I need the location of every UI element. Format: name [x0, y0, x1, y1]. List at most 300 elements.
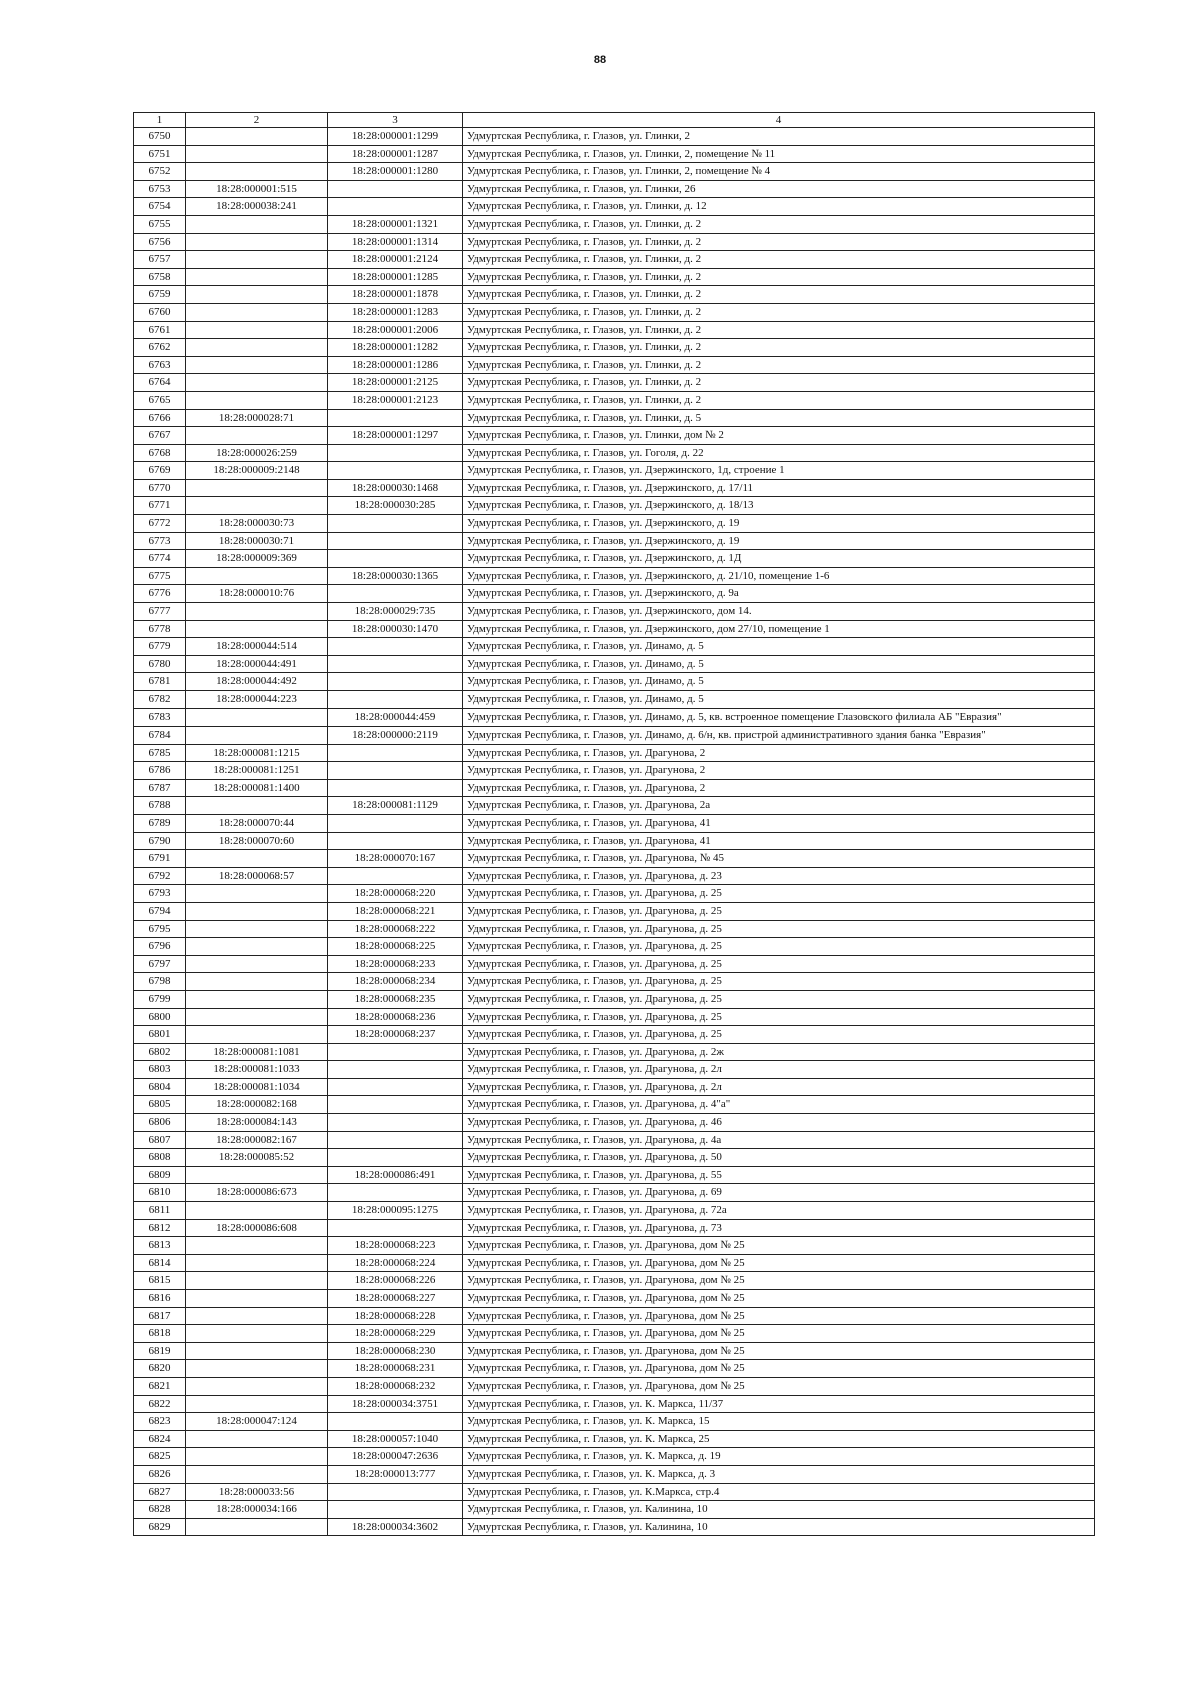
- row-number: 6764: [134, 374, 186, 392]
- table-row: [134, 444, 1095, 462]
- table-row: [134, 479, 1095, 497]
- row-number: 6800: [134, 1008, 186, 1026]
- address: Удмуртская Республика, г. Глазов, ул. Драгунова, д. 25: [463, 885, 1095, 903]
- table-row: [134, 1430, 1095, 1448]
- cadastral-number-land: [186, 233, 328, 251]
- table-row: [134, 1483, 1095, 1501]
- cadastral-number-building: [328, 409, 463, 427]
- cadastral-number-building: 18:28:000068:233: [328, 955, 463, 973]
- table-row: [134, 374, 1095, 392]
- cadastral-number-land: 18:28:000081:1400: [186, 779, 328, 797]
- address: Удмуртская Республика, г. Глазов, ул. Дзержинского, д. 19: [463, 515, 1095, 533]
- cadastral-number-land: 18:28:000081:1033: [186, 1061, 328, 1079]
- table-row: [134, 691, 1095, 709]
- address: Удмуртская Республика, г. Глазов, ул. Глинки, 2, помещение № 4: [463, 163, 1095, 181]
- table-row: [134, 286, 1095, 304]
- cadastral-number-building: [328, 1131, 463, 1149]
- row-number: 6769: [134, 462, 186, 480]
- table-row: [134, 832, 1095, 850]
- address: Удмуртская Республика, г. Глазов, ул. Глинки, д. 2: [463, 215, 1095, 233]
- cadastral-number-building: 18:28:000029:735: [328, 603, 463, 621]
- table-row: [134, 1043, 1095, 1061]
- table-row: [134, 1131, 1095, 1149]
- cadastral-number-land: [186, 1342, 328, 1360]
- row-number: 6825: [134, 1448, 186, 1466]
- address: Удмуртская Республика, г. Глазов, ул. Драгунова, дом № 25: [463, 1360, 1095, 1378]
- header-col-4: 4: [463, 113, 1095, 128]
- row-number: 6799: [134, 990, 186, 1008]
- address: Удмуртская Республика, г. Глазов, ул. Глинки, д. 12: [463, 198, 1095, 216]
- address: Удмуртская Республика, г. Глазов, ул. Глинки, д. 2: [463, 339, 1095, 357]
- row-number: 6804: [134, 1078, 186, 1096]
- table-row: [134, 321, 1095, 339]
- row-number: 6816: [134, 1290, 186, 1308]
- row-number: 6807: [134, 1131, 186, 1149]
- address: Удмуртская Республика, г. Глазов, ул. Драгунова, д. 4а: [463, 1131, 1095, 1149]
- row-number: 6812: [134, 1219, 186, 1237]
- cadastral-number-land: [186, 1448, 328, 1466]
- cadastral-number-building: 18:28:000034:3602: [328, 1518, 463, 1536]
- row-number: 6783: [134, 708, 186, 726]
- cadastral-number-land: [186, 286, 328, 304]
- cadastral-number-building: 18:28:000068:222: [328, 920, 463, 938]
- cadastral-number-building: 18:28:000034:3751: [328, 1395, 463, 1413]
- cadastral-number-land: [186, 303, 328, 321]
- address: Удмуртская Республика, г. Глазов, ул. К. Маркса, 15: [463, 1413, 1095, 1431]
- address: Удмуртская Республика, г. Глазов, ул. Драгунова, 41: [463, 814, 1095, 832]
- row-number: 6771: [134, 497, 186, 515]
- row-number: 6763: [134, 356, 186, 374]
- table-row: [134, 1114, 1095, 1132]
- table-row: [134, 1501, 1095, 1519]
- cadastral-number-building: 18:28:000068:224: [328, 1254, 463, 1272]
- cadastral-number-land: 18:28:000030:73: [186, 515, 328, 533]
- cadastral-number-building: [328, 1219, 463, 1237]
- cadastral-number-land: 18:28:000082:168: [186, 1096, 328, 1114]
- cadastral-number-land: [186, 955, 328, 973]
- address: Удмуртская Республика, г. Глазов, ул. Драгунова, д. 50: [463, 1149, 1095, 1167]
- row-number: 6753: [134, 180, 186, 198]
- cadastral-number-land: 18:28:000044:492: [186, 673, 328, 691]
- cadastral-number-land: [186, 1325, 328, 1343]
- cadastral-number-land: 18:28:000038:241: [186, 198, 328, 216]
- cadastral-number-land: 18:28:000085:52: [186, 1149, 328, 1167]
- row-number: 6808: [134, 1149, 186, 1167]
- cadastral-number-land: [186, 356, 328, 374]
- table-row: [134, 1413, 1095, 1431]
- table-row: [134, 779, 1095, 797]
- table-row: [134, 708, 1095, 726]
- cadastral-number-building: 18:28:000030:1365: [328, 567, 463, 585]
- row-number: 6761: [134, 321, 186, 339]
- row-number: 6810: [134, 1184, 186, 1202]
- cadastral-number-land: [186, 1430, 328, 1448]
- cadastral-number-land: [186, 1237, 328, 1255]
- row-number: 6789: [134, 814, 186, 832]
- cadastral-number-land: [186, 1166, 328, 1184]
- cadastral-number-land: [186, 215, 328, 233]
- table-row: [134, 973, 1095, 991]
- cadastral-number-land: [186, 1518, 328, 1536]
- cadastral-number-building: [328, 655, 463, 673]
- cadastral-number-land: 18:28:000081:1034: [186, 1078, 328, 1096]
- cadastral-number-land: 18:28:000081:1215: [186, 744, 328, 762]
- table-row: [134, 797, 1095, 815]
- row-number: 6793: [134, 885, 186, 903]
- cadastral-number-building: 18:28:000001:1283: [328, 303, 463, 321]
- table-row: [134, 567, 1095, 585]
- cadastral-number-building: 18:28:000001:2006: [328, 321, 463, 339]
- row-number: 6772: [134, 515, 186, 533]
- row-number: 6820: [134, 1360, 186, 1378]
- cadastral-number-building: 18:28:000068:223: [328, 1237, 463, 1255]
- cadastral-number-land: [186, 885, 328, 903]
- row-number: 6762: [134, 339, 186, 357]
- cadastral-number-building: [328, 691, 463, 709]
- cadastral-number-building: [328, 638, 463, 656]
- address: Удмуртская Республика, г. Глазов, ул. К. Маркса, 11/37: [463, 1395, 1095, 1413]
- row-number: 6782: [134, 691, 186, 709]
- table-row: [134, 726, 1095, 744]
- cadastral-number-building: 18:28:000057:1040: [328, 1430, 463, 1448]
- address: Удмуртская Республика, г. Глазов, ул. Драгунова, д. 25: [463, 1008, 1095, 1026]
- table-row: [134, 180, 1095, 198]
- address: Удмуртская Республика, г. Глазов, ул. Драгунова, д. 25: [463, 973, 1095, 991]
- cadastral-number-land: [186, 427, 328, 445]
- address: Удмуртская Республика, г. Глазов, ул. Динамо, д. 5: [463, 638, 1095, 656]
- table-row: [134, 251, 1095, 269]
- row-number: 6787: [134, 779, 186, 797]
- address: Удмуртская Республика, г. Глазов, ул. Драгунова, 2: [463, 762, 1095, 780]
- table-row: [134, 1290, 1095, 1308]
- address: Удмуртская Республика, г. Глазов, ул. Драгунова, д. 2л: [463, 1061, 1095, 1079]
- cadastral-number-land: [186, 1026, 328, 1044]
- address: Удмуртская Республика, г. Глазов, ул. Глинки, д. 2: [463, 321, 1095, 339]
- cadastral-number-building: 18:28:000001:1282: [328, 339, 463, 357]
- address: Удмуртская Республика, г. Глазов, ул. Драгунова, д. 25: [463, 920, 1095, 938]
- table-row: [134, 1465, 1095, 1483]
- cadastral-number-building: 18:28:000081:1129: [328, 797, 463, 815]
- table-row: [134, 603, 1095, 621]
- row-number: 6775: [134, 567, 186, 585]
- address: Удмуртская Республика, г. Глазов, ул. Дзержинского, д. 18/13: [463, 497, 1095, 515]
- address: Удмуртская Республика, г. Глазов, ул. Драгунова, дом № 25: [463, 1307, 1095, 1325]
- table-row: [134, 532, 1095, 550]
- cadastral-number-land: 18:28:000082:167: [186, 1131, 328, 1149]
- row-number: 6790: [134, 832, 186, 850]
- address: Удмуртская Республика, г. Глазов, ул. Динамо, д. 5: [463, 655, 1095, 673]
- table-row: [134, 1026, 1095, 1044]
- table-row: [134, 1078, 1095, 1096]
- cadastral-number-land: [186, 850, 328, 868]
- address: Удмуртская Республика, г. Глазов, ул. Глинки, 2: [463, 128, 1095, 146]
- table-row: [134, 339, 1095, 357]
- address: Удмуртская Республика, г. Глазов, ул. Драгунова, д. 25: [463, 1026, 1095, 1044]
- row-number: 6802: [134, 1043, 186, 1061]
- row-number: 6809: [134, 1166, 186, 1184]
- cadastral-number-land: [186, 990, 328, 1008]
- address: Удмуртская Республика, г. Глазов, ул. Глинки, д. 2: [463, 374, 1095, 392]
- table-row: [134, 1061, 1095, 1079]
- address: Удмуртская Республика, г. Глазов, ул. К.Маркса, стр.4: [463, 1483, 1095, 1501]
- table-row: [134, 938, 1095, 956]
- table-row: [134, 1149, 1095, 1167]
- row-number: 6759: [134, 286, 186, 304]
- cadastral-number-building: [328, 814, 463, 832]
- cadastral-number-building: [328, 532, 463, 550]
- table-row: [134, 1377, 1095, 1395]
- cadastral-number-building: [328, 673, 463, 691]
- row-number: 6757: [134, 251, 186, 269]
- row-number: 6758: [134, 268, 186, 286]
- table-row: [134, 990, 1095, 1008]
- table-row: [134, 409, 1095, 427]
- cadastral-number-building: 18:28:000001:1299: [328, 128, 463, 146]
- table-row: [134, 885, 1095, 903]
- cadastral-number-land: 18:28:000044:491: [186, 655, 328, 673]
- address: Удмуртская Республика, г. Глазов, ул. Дзержинского, д. 1Д: [463, 550, 1095, 568]
- address: Удмуртская Республика, г. Глазов, ул. Драгунова, д. 2ж: [463, 1043, 1095, 1061]
- cadastral-number-building: 18:28:000001:1285: [328, 268, 463, 286]
- address: Удмуртская Республика, г. Глазов, ул. Глинки, д. 2: [463, 303, 1095, 321]
- address: Удмуртская Республика, г. Глазов, ул. Драгунова, д. 46: [463, 1114, 1095, 1132]
- cadastral-number-land: 18:28:000030:71: [186, 532, 328, 550]
- cadastral-number-land: [186, 339, 328, 357]
- cadastral-number-land: [186, 391, 328, 409]
- row-number: 6751: [134, 145, 186, 163]
- address: Удмуртская Республика, г. Глазов, ул. Динамо, д. 6/н, кв. пристрой административного здания банка "Евразия": [463, 726, 1095, 744]
- cadastral-number-building: 18:28:000068:235: [328, 990, 463, 1008]
- cadastral-number-building: 18:28:000001:1314: [328, 233, 463, 251]
- row-number: 6823: [134, 1413, 186, 1431]
- registry-table: [133, 112, 1095, 1536]
- row-number: 6796: [134, 938, 186, 956]
- table-row: [134, 1518, 1095, 1536]
- cadastral-number-building: [328, 515, 463, 533]
- cadastral-number-land: [186, 1360, 328, 1378]
- address: Удмуртская Республика, г. Глазов, ул. Драгунова, д. 23: [463, 867, 1095, 885]
- row-number: 6765: [134, 391, 186, 409]
- row-number: 6801: [134, 1026, 186, 1044]
- address: Удмуртская Республика, г. Глазов, ул. Дзержинского, 1д, строение 1: [463, 462, 1095, 480]
- cadastral-number-building: 18:28:000086:491: [328, 1166, 463, 1184]
- address: Удмуртская Республика, г. Глазов, ул. Глинки, д. 2: [463, 233, 1095, 251]
- cadastral-number-building: 18:28:000001:1878: [328, 286, 463, 304]
- cadastral-number-building: 18:28:000001:1297: [328, 427, 463, 445]
- table-row: [134, 762, 1095, 780]
- row-number: 6824: [134, 1430, 186, 1448]
- address: Удмуртская Республика, г. Глазов, ул. Драгунова, д. 25: [463, 938, 1095, 956]
- table-row: [134, 303, 1095, 321]
- cadastral-number-land: 18:28:000044:223: [186, 691, 328, 709]
- row-number: 6803: [134, 1061, 186, 1079]
- cadastral-number-building: 18:28:000001:1286: [328, 356, 463, 374]
- address: Удмуртская Республика, г. Глазов, ул. Дзержинского, д. 9а: [463, 585, 1095, 603]
- address: Удмуртская Республика, г. Глазов, ул. Калинина, 10: [463, 1501, 1095, 1519]
- row-number: 6828: [134, 1501, 186, 1519]
- row-number: 6822: [134, 1395, 186, 1413]
- address: Удмуртская Республика, г. Глазов, ул. К. Маркса, д. 19: [463, 1448, 1095, 1466]
- row-number: 6767: [134, 427, 186, 445]
- address: Удмуртская Республика, г. Глазов, ул. Дзержинского, дом 14.: [463, 603, 1095, 621]
- address: Удмуртская Республика, г. Глазов, ул. Драгунова, д. 4"а": [463, 1096, 1095, 1114]
- address: Удмуртская Республика, г. Глазов, ул. Драгунова, дом № 25: [463, 1237, 1095, 1255]
- cadastral-number-land: 18:28:000033:56: [186, 1483, 328, 1501]
- row-number: 6795: [134, 920, 186, 938]
- table-row: [134, 1166, 1095, 1184]
- row-number: 6784: [134, 726, 186, 744]
- table-row: [134, 1360, 1095, 1378]
- row-number: 6821: [134, 1377, 186, 1395]
- cadastral-number-land: 18:28:000086:673: [186, 1184, 328, 1202]
- cadastral-number-building: 18:28:000068:234: [328, 973, 463, 991]
- cadastral-number-land: [186, 251, 328, 269]
- cadastral-number-building: [328, 1043, 463, 1061]
- cadastral-number-building: [328, 832, 463, 850]
- cadastral-number-building: [328, 1149, 463, 1167]
- cadastral-number-building: 18:28:000030:1468: [328, 479, 463, 497]
- cadastral-number-building: [328, 867, 463, 885]
- cadastral-number-building: 18:28:000001:1321: [328, 215, 463, 233]
- table-row: [134, 1237, 1095, 1255]
- cadastral-number-building: 18:28:000068:236: [328, 1008, 463, 1026]
- row-number: 6794: [134, 902, 186, 920]
- cadastral-number-land: [186, 1377, 328, 1395]
- row-number: 6752: [134, 163, 186, 181]
- address: Удмуртская Республика, г. Глазов, ул. К. Маркса, 25: [463, 1430, 1095, 1448]
- address: Удмуртская Республика, г. Глазов, ул. Драгунова, д. 55: [463, 1166, 1095, 1184]
- table-row: [134, 955, 1095, 973]
- row-number: 6829: [134, 1518, 186, 1536]
- address: Удмуртская Республика, г. Глазов, ул. Драгунова, № 45: [463, 850, 1095, 868]
- cadastral-number-land: [186, 1395, 328, 1413]
- table-row: [134, 550, 1095, 568]
- table-row: [134, 497, 1095, 515]
- cadastral-number-land: [186, 567, 328, 585]
- cadastral-number-building: 18:28:000047:2636: [328, 1448, 463, 1466]
- cadastral-number-building: [328, 1114, 463, 1132]
- table-row: [134, 814, 1095, 832]
- row-number: 6755: [134, 215, 186, 233]
- address: Удмуртская Республика, г. Глазов, ул. Драгунова, дом № 25: [463, 1377, 1095, 1395]
- cadastral-number-building: [328, 585, 463, 603]
- row-number: 6768: [134, 444, 186, 462]
- table-row: [134, 1342, 1095, 1360]
- table-row: [134, 585, 1095, 603]
- row-number: 6806: [134, 1114, 186, 1132]
- table-row: [134, 1184, 1095, 1202]
- header-col-1: 1: [134, 113, 186, 128]
- address: Удмуртская Республика, г. Глазов, ул. Драгунова, 2: [463, 744, 1095, 762]
- address: Удмуртская Республика, г. Глазов, ул. К. Маркса, д. 3: [463, 1465, 1095, 1483]
- row-number: 6756: [134, 233, 186, 251]
- table-row: [134, 215, 1095, 233]
- row-number: 6754: [134, 198, 186, 216]
- cadastral-number-building: 18:28:000068:227: [328, 1290, 463, 1308]
- address: Удмуртская Республика, г. Глазов, ул. Драгунова, дом № 25: [463, 1254, 1095, 1272]
- table-row: [134, 655, 1095, 673]
- cadastral-number-land: 18:28:000084:143: [186, 1114, 328, 1132]
- cadastral-number-land: 18:28:000026:259: [186, 444, 328, 462]
- header-row: [134, 113, 1095, 128]
- address: Удмуртская Республика, г. Глазов, ул. Гоголя, д. 22: [463, 444, 1095, 462]
- cadastral-number-building: 18:28:000068:231: [328, 1360, 463, 1378]
- row-number: 6778: [134, 620, 186, 638]
- cadastral-number-land: [186, 603, 328, 621]
- address: Удмуртская Республика, г. Глазов, ул. Глинки, д. 2: [463, 356, 1095, 374]
- address: Удмуртская Республика, г. Глазов, ул. Драгунова, д. 2л: [463, 1078, 1095, 1096]
- row-number: 6798: [134, 973, 186, 991]
- row-number: 6781: [134, 673, 186, 691]
- cadastral-number-building: 18:28:000068:225: [328, 938, 463, 956]
- cadastral-number-land: [186, 973, 328, 991]
- row-number: 6750: [134, 128, 186, 146]
- row-number: 6818: [134, 1325, 186, 1343]
- table-row: [134, 427, 1095, 445]
- cadastral-number-land: 18:28:000047:124: [186, 1413, 328, 1431]
- table-row: [134, 356, 1095, 374]
- table-row: [134, 391, 1095, 409]
- address: Удмуртская Республика, г. Глазов, ул. Глинки, д. 2: [463, 268, 1095, 286]
- header-col-2: 2: [186, 113, 328, 128]
- table-row: [134, 638, 1095, 656]
- row-number: 6805: [134, 1096, 186, 1114]
- address: Удмуртская Республика, г. Глазов, ул. Драгунова, 2: [463, 779, 1095, 797]
- cadastral-number-land: [186, 938, 328, 956]
- cadastral-number-building: [328, 779, 463, 797]
- cadastral-number-building: 18:28:000001:2124: [328, 251, 463, 269]
- cadastral-number-building: 18:28:000044:459: [328, 708, 463, 726]
- table-row: [134, 145, 1095, 163]
- row-number: 6791: [134, 850, 186, 868]
- cadastral-number-land: 18:28:000034:166: [186, 1501, 328, 1519]
- table-row: [134, 620, 1095, 638]
- row-number: 6813: [134, 1237, 186, 1255]
- cadastral-number-building: 18:28:000013:777: [328, 1465, 463, 1483]
- address: Удмуртская Республика, г. Глазов, ул. Драгунова, 41: [463, 832, 1095, 850]
- address: Удмуртская Республика, г. Глазов, ул. Дзержинского, д. 21/10, помещение 1-6: [463, 567, 1095, 585]
- table-row: [134, 198, 1095, 216]
- row-number: 6773: [134, 532, 186, 550]
- address: Удмуртская Республика, г. Глазов, ул. Глинки, 26: [463, 180, 1095, 198]
- address: Удмуртская Республика, г. Глазов, ул. Дзержинского, дом 27/10, помещение 1: [463, 620, 1095, 638]
- cadastral-number-building: 18:28:000095:1275: [328, 1202, 463, 1220]
- page-number: 88: [593, 54, 607, 66]
- cadastral-number-land: [186, 797, 328, 815]
- cadastral-number-building: [328, 762, 463, 780]
- cadastral-number-land: 18:28:000009:369: [186, 550, 328, 568]
- table-row: [134, 1254, 1095, 1272]
- table-row: [134, 920, 1095, 938]
- cadastral-number-building: 18:28:000068:237: [328, 1026, 463, 1044]
- cadastral-number-building: 18:28:000068:226: [328, 1272, 463, 1290]
- row-number: 6826: [134, 1465, 186, 1483]
- address: Удмуртская Республика, г. Глазов, ул. Динамо, д. 5, кв. встроенное помещение Глазовского филиала АБ "Евразия": [463, 708, 1095, 726]
- cadastral-number-land: [186, 1254, 328, 1272]
- row-number: 6827: [134, 1483, 186, 1501]
- row-number: 6797: [134, 955, 186, 973]
- address: Удмуртская Республика, г. Глазов, ул. Драгунова, д. 69: [463, 1184, 1095, 1202]
- cadastral-number-land: [186, 902, 328, 920]
- cadastral-number-land: 18:28:000044:514: [186, 638, 328, 656]
- cadastral-number-building: 18:28:000001:2123: [328, 391, 463, 409]
- cadastral-number-building: [328, 1184, 463, 1202]
- address: Удмуртская Республика, г. Глазов, ул. Драгунова, д. 72а: [463, 1202, 1095, 1220]
- row-number: 6760: [134, 303, 186, 321]
- table-row: [134, 1448, 1095, 1466]
- row-number: 6788: [134, 797, 186, 815]
- cadastral-number-building: 18:28:000030:1470: [328, 620, 463, 638]
